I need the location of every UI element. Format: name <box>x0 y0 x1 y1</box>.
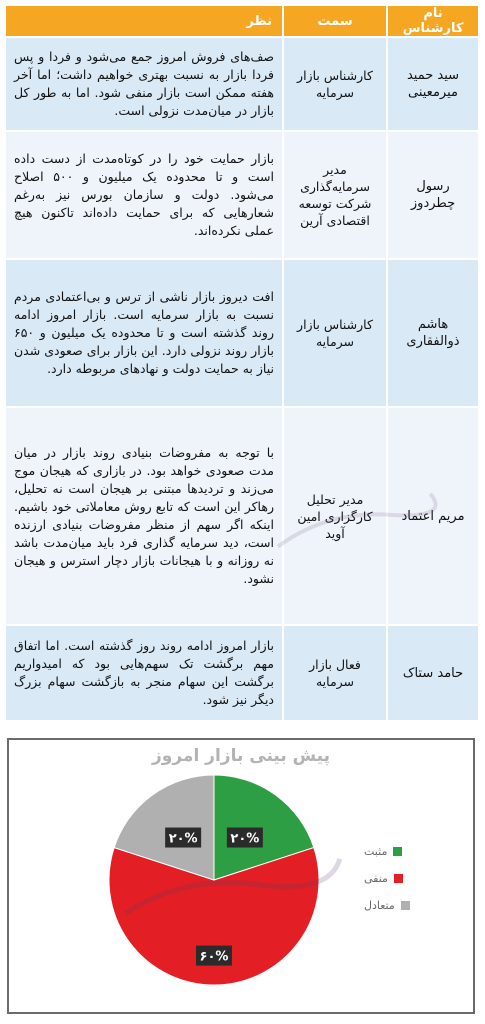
expert-name: سید حمید میرمعینی <box>387 37 479 131</box>
header-position: سمت <box>283 5 387 37</box>
table-row <box>5 37 479 131</box>
legend-swatch <box>393 847 402 856</box>
header-opinion: نظر <box>5 5 283 37</box>
expert-name: رسول چطردوز <box>387 131 479 259</box>
forecast-chart <box>7 738 475 1014</box>
pie-label-text: ۲۰% <box>230 831 260 847</box>
expert-position: کارشناس بازار سرمایه <box>283 37 387 131</box>
legend-item-0 <box>364 842 454 860</box>
expert-opinion: با توجه به مفروضات بنیادی روند بازار در میان مدت صعودی خواهد بود. در بازاری که هیجان موج می‌زند و تردیدها مبتنی بر هیجان است نه تحلیل، رهاکر این است که تابع روش معاملاتی خود باشیم. اینکه اگر سهم از منظر مفروضات بنیادی ارزنده است، دید سرمایه گذاری فرد باید میان‌مدت باشد نه روزانه و با هیجانات بازار دچار استرس و هیجان نشود. <box>5 407 283 625</box>
expert-name: هاشم ذوالفقاری <box>387 259 479 407</box>
chart-legend <box>364 842 454 923</box>
chart-title: پیش بینی بازار امروز <box>151 746 331 766</box>
expert-name: حامد ستاک <box>387 625 479 721</box>
legend-swatch <box>394 874 403 883</box>
pie-label-text: ۲۰% <box>168 831 198 847</box>
expert-opinion: بازار حمایت خود را در کوتاه‌مدت از دست داده است و تا محدوده یک میلیون و ۵۰۰ اصلاح می‌شود. دولت و سازمان بورس نیز به‌رغم شعارهایی که برای حمایت داده‌اند تاکنون هیچ عملی نکرده‌اند. <box>5 131 283 259</box>
pie-label-text: ۶۰% <box>199 949 229 965</box>
expert-name: مریم اعتماد <box>387 407 479 625</box>
expert-opinion: صف‌های فروش امروز جمع می‌شود و فردا و پس فردا بازار به نسبت بهتری خواهیم داشت؛ اما آخر هفته ممکن است بازار منفی شود. اما به طور کل بازار در میان‌مدت نزولی است. <box>5 37 283 131</box>
experts-table <box>6 4 480 722</box>
expert-position: کارشناس بازار سرمایه <box>283 259 387 407</box>
table-row <box>5 407 479 625</box>
legend-label: منفی <box>364 871 388 885</box>
expert-opinion: بازار امروز ادامه روند روز گذشته است. اما اتفاق مهم برگشت تک سهم‌هایی بود که امیدواریم برگشت این سهام منجر به بازگشت سهام بزرگ دیگر نیز شود. <box>5 625 283 721</box>
legend-swatch <box>401 901 410 910</box>
legend-label: مثبت <box>364 844 388 858</box>
pie-label-2 <box>165 828 201 848</box>
expert-position: مدیر تحلیل کارگزاری امین آوید <box>283 407 387 625</box>
opinions-table <box>4 4 480 722</box>
header-name: نام کارشناس <box>387 5 479 37</box>
expert-position: فعال بازار سرمایه <box>283 625 387 721</box>
legend-item-2 <box>364 896 454 914</box>
expert-position: مدیر سرمایه‌گذاری شرکت توسعه اقتصادی آرین <box>283 131 387 259</box>
table-row <box>5 625 479 721</box>
pie-label-0 <box>227 828 263 848</box>
table-row <box>5 131 479 259</box>
table-header-row <box>5 5 479 37</box>
legend-label: متعادل <box>364 898 395 912</box>
table-row <box>5 259 479 407</box>
legend-item-1 <box>364 869 454 887</box>
expert-opinion: افت دیروز بازار ناشی از ترس و بی‌اعتمادی مردم نسبت به بازار سرمایه است. بازار امروز ادامه روند گذشته است و تا محدوده یک میلیون و ۶۵۰ بازار روند نزولی دارد. این بازار برای صعودی شدن نیاز به حمایت دولت و نهادهای مربوطه دارد. <box>5 259 283 407</box>
pie-label-1 <box>196 946 232 966</box>
